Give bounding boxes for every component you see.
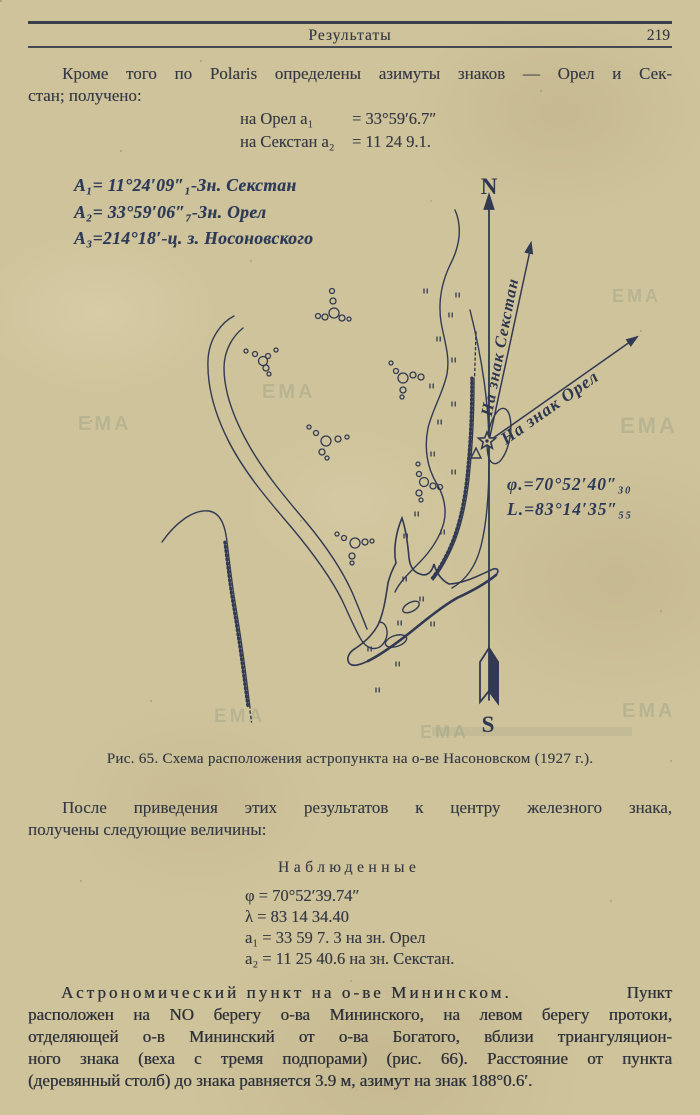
latitude-note: φ.=70°52′40″₃₀ (507, 474, 632, 494)
text-line: (деревянный столб) до знака равняется 3.9 м, азимут на знак 188°0.6′. (28, 1071, 533, 1090)
marsh-symbols (368, 289, 459, 692)
page-number: 219 (646, 27, 670, 44)
text-line: расположен на NO берегу о-ва Мининского, на левом берегу протоки, (28, 1005, 672, 1024)
island-lake (401, 599, 421, 615)
observed-heading: Наблюденные (278, 859, 421, 876)
river-right-bank (224, 328, 367, 629)
formula-value: = 33°59′6.7″ (352, 109, 437, 128)
note-line: A₃=214°18′-ц. з. Носоновского (74, 228, 314, 248)
observed-values (245, 885, 454, 969)
text-line: После приведения этих результатов к центру железного знака, (62, 798, 672, 817)
formula-value: = 11 24 9.1. (352, 132, 431, 151)
value-line: a₂ = 11 25 40.6 на зн. Секстан. (245, 949, 455, 968)
ghost-text: ЕМА (214, 706, 266, 727)
left-shore-hatching (225, 542, 248, 706)
astro-point-center (485, 439, 488, 442)
running-head-title: Результаты (308, 27, 392, 44)
value-line: λ = 83 14 34.40 (245, 907, 349, 926)
spaced-heading: Астрономический пункт на о-ве Мининском. (61, 983, 512, 1002)
compass-needle (480, 195, 498, 703)
text-line: Кроме того по Polaris определены азимуты знаков — Орел и Сек- (62, 64, 672, 83)
compass-fletch-fill (489, 648, 498, 703)
text-line: стан; получено: (28, 85, 142, 105)
left-shore-dashes (250, 711, 252, 722)
longitude-note: L.=83°14′35″₅₅ (507, 499, 633, 519)
bearing-label-sextan: На знак Секстан (476, 276, 523, 418)
text-line: ного знака (веха с тремя подпорами) (рис. 66). Расстояние от пункта (28, 1049, 672, 1068)
ghost-text: ЕМА (612, 286, 661, 306)
formula-label: на Секстан a₂ (240, 132, 335, 151)
figure-caption: Рис. 65. Схема расположения астропункта на о-ве Насоновском (1927 г.). (106, 751, 594, 767)
formula-label: на Орел a₁ (240, 109, 314, 128)
stone-circles (244, 289, 443, 566)
north-label: N (480, 174, 498, 199)
text-fragment: Пункт (626, 983, 672, 1002)
text-line: отделяющей о-в Мининский от о-ва Богатого, вблизи триангуляцион- (28, 1027, 672, 1046)
bearing-label-orel: На знак Орел (496, 365, 603, 449)
ghost-text: ЕМА (262, 381, 316, 403)
value-line: φ = 70°52′39.74″ (245, 886, 360, 905)
value-line: a₁ = 33 59 7. 3 на зн. Орел (245, 928, 426, 947)
ghost-text: ЕМА (622, 700, 676, 722)
left-shore (162, 511, 250, 708)
note-line: A₂= 33°59′06″₇-Зн. Орел (74, 201, 267, 222)
south-label: S (481, 712, 495, 737)
cliff-lead-dashes (475, 332, 476, 376)
ghost-text: ЕМА (420, 722, 469, 742)
triangulation-mark (471, 448, 481, 458)
paragraph-mininsky (28, 982, 672, 1092)
text-line: получены следующие величины: (28, 819, 267, 839)
paragraph-reduction (28, 797, 672, 840)
ghost-text: ЕМА (78, 413, 132, 435)
note-line: A₁= 11°24′09″₁-Зн. Секстан (74, 175, 297, 195)
text-line (28, 982, 672, 1004)
ghost-text: ЕМА (620, 413, 678, 438)
